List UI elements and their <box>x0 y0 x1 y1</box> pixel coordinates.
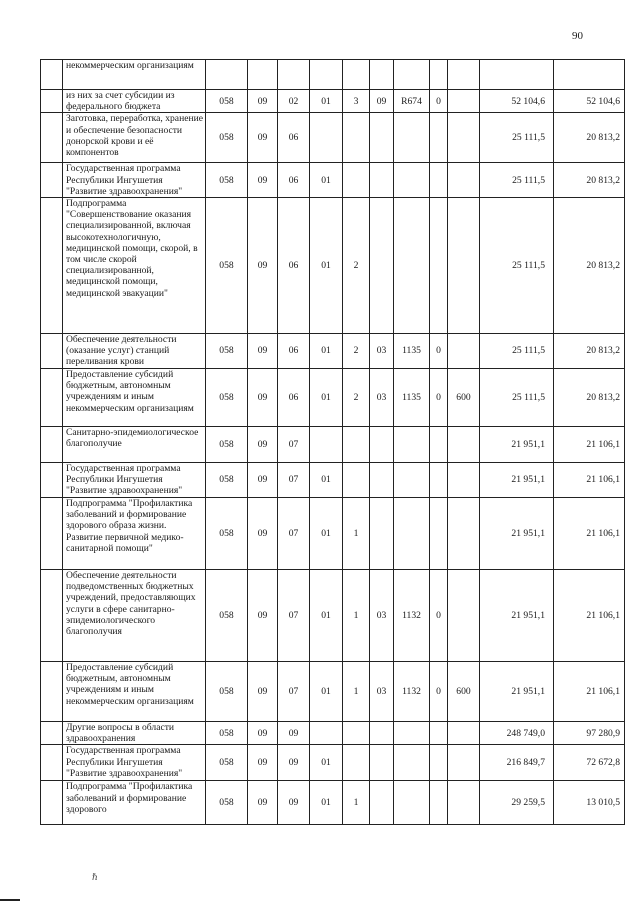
row-name: Подпрограмма "Профилактика заболеваний и формирование здорового образа жизни. Развитие первичной медико-санитарной помощи" <box>63 498 206 570</box>
cell-code: 058 <box>206 427 248 463</box>
cell-sum1: 248 749,0 <box>480 722 554 745</box>
cell-c5 <box>370 781 394 825</box>
cell-c4: 2 <box>343 334 370 369</box>
cell-code: 058 <box>206 334 248 369</box>
cell-sum2: 52 104,6 <box>554 90 625 113</box>
cell-c7: 0 <box>430 662 448 722</box>
row-name: Заготовка, переработка, хранение и обеспечение безопасности донорской крови и её компонентов <box>63 113 206 163</box>
cell-c5: 03 <box>370 334 394 369</box>
bottom-rule <box>0 899 20 901</box>
cell-c8 <box>448 334 480 369</box>
index-cell <box>41 427 63 463</box>
cell-sum2: 20 813,2 <box>554 198 625 334</box>
cell-c2 <box>278 60 310 90</box>
cell-sum1: 25 111,5 <box>480 163 554 198</box>
cell-c3: 01 <box>310 781 343 825</box>
table-row <box>41 113 625 163</box>
cell-c8 <box>448 722 480 745</box>
cell-c7 <box>430 198 448 334</box>
index-cell <box>41 463 63 498</box>
cell-c4: 2 <box>343 369 370 427</box>
cell-c3: 01 <box>310 163 343 198</box>
row-name: Другие вопросы в области здравоохранения <box>63 722 206 745</box>
cell-c2: 09 <box>278 722 310 745</box>
cell-c5 <box>370 198 394 334</box>
cell-c1: 09 <box>248 90 278 113</box>
cell-c7 <box>430 163 448 198</box>
index-cell <box>41 662 63 722</box>
cell-c7 <box>430 427 448 463</box>
cell-c7 <box>430 781 448 825</box>
cell-c5 <box>370 498 394 570</box>
cell-sum2: 21 106,1 <box>554 463 625 498</box>
cell-c4 <box>343 163 370 198</box>
cell-code: 058 <box>206 463 248 498</box>
table-row <box>41 662 625 722</box>
row-name: Подпрограмма "Профилактика заболеваний и формирование здорового <box>63 781 206 825</box>
cell-c2: 02 <box>278 90 310 113</box>
cell-c3 <box>310 427 343 463</box>
index-cell <box>41 498 63 570</box>
index-cell <box>41 745 63 781</box>
cell-c6: 1135 <box>394 369 430 427</box>
cell-c3: 01 <box>310 662 343 722</box>
cell-c5 <box>370 427 394 463</box>
cell-c8: 600 <box>448 369 480 427</box>
row-name: Предоставление субсидий бюджетным, автономным учреждениям и иным некоммерческим организациям <box>63 369 206 427</box>
cell-c1 <box>248 60 278 90</box>
cell-c6 <box>394 427 430 463</box>
cell-c2: 06 <box>278 163 310 198</box>
cell-c4 <box>343 60 370 90</box>
row-name: Обеспечение деятельности подведомственных бюджетных учреждений, предоставляющих услуги в сфере санитарно-эпидемиологического благополучия <box>63 570 206 662</box>
index-cell <box>41 369 63 427</box>
cell-c4: 1 <box>343 498 370 570</box>
cell-c1: 09 <box>248 498 278 570</box>
table-row <box>41 498 625 570</box>
cell-c8 <box>448 60 480 90</box>
cell-c5 <box>370 722 394 745</box>
cell-c3: 01 <box>310 570 343 662</box>
cell-c7 <box>430 745 448 781</box>
cell-code: 058 <box>206 745 248 781</box>
cell-c6: R674 <box>394 90 430 113</box>
cell-c4: 1 <box>343 570 370 662</box>
row-name: Подпрограмма "Совершенствование оказания специализированной, включая высокотехнологичную, медицинской помощи, скорой, в том числе скорой специализированной, медицинской помощи, медицинской эвакуации" <box>63 198 206 334</box>
cell-sum1: 25 111,5 <box>480 198 554 334</box>
cell-code: 058 <box>206 498 248 570</box>
cell-sum1: 21 951,1 <box>480 662 554 722</box>
cell-code: 058 <box>206 369 248 427</box>
cell-c7: 0 <box>430 570 448 662</box>
cell-sum1: 21 951,1 <box>480 427 554 463</box>
cell-c3: 01 <box>310 463 343 498</box>
cell-c5 <box>370 60 394 90</box>
cell-c8 <box>448 463 480 498</box>
cell-c2: 09 <box>278 781 310 825</box>
table-row <box>41 463 625 498</box>
cell-code: 058 <box>206 113 248 163</box>
cell-sum2: 21 106,1 <box>554 498 625 570</box>
cell-c4 <box>343 722 370 745</box>
index-cell <box>41 781 63 825</box>
cell-c3: 01 <box>310 369 343 427</box>
cell-code: 058 <box>206 781 248 825</box>
cell-code: 058 <box>206 662 248 722</box>
table-row <box>41 198 625 334</box>
cell-c3: 01 <box>310 90 343 113</box>
cell-sum1: 25 111,5 <box>480 113 554 163</box>
cell-c7: 0 <box>430 90 448 113</box>
cell-c2: 07 <box>278 427 310 463</box>
cell-c7: 0 <box>430 334 448 369</box>
cell-code <box>206 60 248 90</box>
cell-sum1: 21 951,1 <box>480 570 554 662</box>
cell-c6 <box>394 722 430 745</box>
cell-c7: 0 <box>430 369 448 427</box>
index-cell <box>41 570 63 662</box>
cell-code: 058 <box>206 570 248 662</box>
cell-sum2: 72 672,8 <box>554 745 625 781</box>
cell-sum2: 20 813,2 <box>554 334 625 369</box>
index-cell <box>41 90 63 113</box>
cell-c1: 09 <box>248 198 278 334</box>
cell-sum2: 21 106,1 <box>554 662 625 722</box>
cell-c6 <box>394 198 430 334</box>
cell-c1: 09 <box>248 745 278 781</box>
cell-c1: 09 <box>248 722 278 745</box>
table-row <box>41 163 625 198</box>
cell-c2: 07 <box>278 570 310 662</box>
cell-c1: 09 <box>248 570 278 662</box>
cell-c8 <box>448 198 480 334</box>
cell-c6: 1135 <box>394 334 430 369</box>
cell-sum2: 21 106,1 <box>554 427 625 463</box>
cell-sum1 <box>480 60 554 90</box>
cell-c5 <box>370 463 394 498</box>
cell-c4: 1 <box>343 662 370 722</box>
cell-c7 <box>430 463 448 498</box>
cell-sum1: 21 951,1 <box>480 463 554 498</box>
cell-sum2: 97 280,9 <box>554 722 625 745</box>
cell-c6 <box>394 463 430 498</box>
cell-c8 <box>448 498 480 570</box>
row-name: Санитарно-эпидемиологическое благополучие <box>63 427 206 463</box>
cell-sum1: 29 259,5 <box>480 781 554 825</box>
cell-c8 <box>448 163 480 198</box>
cell-sum1: 25 111,5 <box>480 334 554 369</box>
page-number: 90 <box>572 30 583 42</box>
cell-c8 <box>448 427 480 463</box>
table-row <box>41 427 625 463</box>
cell-c5: 09 <box>370 90 394 113</box>
cell-c5 <box>370 163 394 198</box>
cell-c2: 06 <box>278 113 310 163</box>
row-name: Государственная программа Республики Ингушетия "Развитие здравоохранения" <box>63 463 206 498</box>
table-row <box>41 60 625 90</box>
cell-sum1: 52 104,6 <box>480 90 554 113</box>
cell-c7 <box>430 113 448 163</box>
cell-c6 <box>394 781 430 825</box>
cell-c4 <box>343 745 370 781</box>
row-name: Государственная программа Республики Ингушетия "Развитие здравоохранения" <box>63 745 206 781</box>
cell-c2: 06 <box>278 334 310 369</box>
cell-sum2: 20 813,2 <box>554 369 625 427</box>
cell-code: 058 <box>206 198 248 334</box>
cell-sum1: 21 951,1 <box>480 498 554 570</box>
cell-c3: 01 <box>310 745 343 781</box>
cell-c2: 07 <box>278 463 310 498</box>
index-cell <box>41 113 63 163</box>
index-cell <box>41 60 63 90</box>
cell-c8 <box>448 113 480 163</box>
row-name: некоммерческим организациям <box>63 60 206 90</box>
table-row <box>41 334 625 369</box>
cell-c6 <box>394 745 430 781</box>
cell-c6 <box>394 60 430 90</box>
cell-code: 058 <box>206 722 248 745</box>
cell-c4 <box>343 113 370 163</box>
cell-sum1: 25 111,5 <box>480 369 554 427</box>
cell-c1: 09 <box>248 113 278 163</box>
cell-c4: 3 <box>343 90 370 113</box>
table-row <box>41 369 625 427</box>
cell-c3: 01 <box>310 334 343 369</box>
budget-table <box>40 59 625 825</box>
table-row <box>41 570 625 662</box>
cell-c4 <box>343 427 370 463</box>
cell-c3 <box>310 60 343 90</box>
index-cell <box>41 198 63 334</box>
index-cell <box>41 722 63 745</box>
cell-c8 <box>448 745 480 781</box>
cell-sum2: 21 106,1 <box>554 570 625 662</box>
row-name: Предоставление субсидий бюджетным, автономным учреждениям и иным некоммерческим организациям <box>63 662 206 722</box>
cell-c5 <box>370 113 394 163</box>
cell-sum2 <box>554 60 625 90</box>
cell-c8: 600 <box>448 662 480 722</box>
cell-c8 <box>448 781 480 825</box>
cell-c5: 03 <box>370 570 394 662</box>
cell-c8 <box>448 570 480 662</box>
cell-sum2: 20 813,2 <box>554 113 625 163</box>
cell-c3: 01 <box>310 198 343 334</box>
cell-c3: 01 <box>310 498 343 570</box>
cell-sum1: 216 849,7 <box>480 745 554 781</box>
row-name: Обеспечение деятельности (оказание услуг) станций переливания крови <box>63 334 206 369</box>
row-name: Государственная программа Республики Ингушетия "Развитие здравоохранения" <box>63 163 206 198</box>
cell-c8 <box>448 90 480 113</box>
cell-c1: 09 <box>248 369 278 427</box>
cell-code: 058 <box>206 90 248 113</box>
cell-c6: 1132 <box>394 570 430 662</box>
cell-c3 <box>310 113 343 163</box>
index-cell <box>41 334 63 369</box>
cell-c2: 06 <box>278 369 310 427</box>
cell-c7 <box>430 60 448 90</box>
cell-c4 <box>343 463 370 498</box>
table-row <box>41 781 625 825</box>
cell-c1: 09 <box>248 463 278 498</box>
cell-code: 058 <box>206 163 248 198</box>
cell-c6: 1132 <box>394 662 430 722</box>
cell-c1: 09 <box>248 163 278 198</box>
handwritten-mark: ℏ <box>92 872 98 882</box>
cell-c1: 09 <box>248 334 278 369</box>
cell-c6 <box>394 113 430 163</box>
table-row <box>41 722 625 745</box>
cell-c7 <box>430 498 448 570</box>
cell-c6 <box>394 498 430 570</box>
cell-c1: 09 <box>248 427 278 463</box>
cell-c4: 1 <box>343 781 370 825</box>
cell-sum2: 20 813,2 <box>554 163 625 198</box>
cell-c5 <box>370 745 394 781</box>
table-row <box>41 90 625 113</box>
cell-c6 <box>394 163 430 198</box>
cell-c2: 07 <box>278 662 310 722</box>
cell-c2: 06 <box>278 198 310 334</box>
cell-c5: 03 <box>370 662 394 722</box>
cell-c4: 2 <box>343 198 370 334</box>
cell-c3 <box>310 722 343 745</box>
cell-c5: 03 <box>370 369 394 427</box>
row-name: из них за счет субсидии из федерального бюджета <box>63 90 206 113</box>
cell-sum2: 13 010,5 <box>554 781 625 825</box>
table-row <box>41 745 625 781</box>
cell-c1: 09 <box>248 781 278 825</box>
cell-c2: 07 <box>278 498 310 570</box>
cell-c7 <box>430 722 448 745</box>
cell-c2: 09 <box>278 745 310 781</box>
cell-c1: 09 <box>248 662 278 722</box>
index-cell <box>41 163 63 198</box>
